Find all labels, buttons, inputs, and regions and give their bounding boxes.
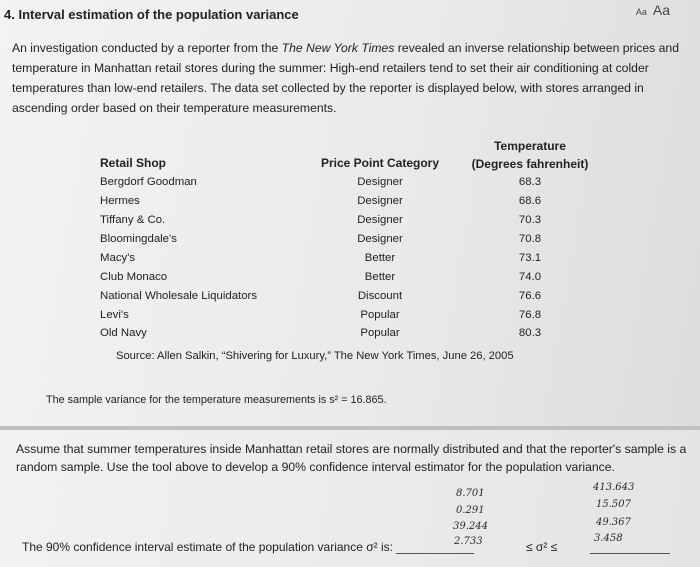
price-category: Discount — [357, 289, 403, 302]
temperature-header-line1: Temperature — [494, 139, 566, 153]
handwritten-note: 39.244 — [453, 521, 488, 532]
price-category: Popular — [360, 327, 400, 340]
table-header-row — [100, 136, 610, 173]
table-row — [100, 192, 610, 211]
header-temperature — [450, 136, 610, 173]
source-citation: Source: Allen Salkin, “Shivering for Luxury,” The New York Times, June 26, 2005 — [116, 350, 514, 362]
shop-name: Club Monaco — [100, 270, 168, 283]
table-row — [100, 230, 610, 249]
intro-text-end: revealed an inverse relationship between prices and temperature in Manhattan retail stores during the summer: High-end retailers tend to set their air conditioning at colder temperatures than low-end retailers. The data set collected by the reporter is displayed below, with stores arranged in ascending order based on their temperature measurements. — [12, 41, 679, 115]
price-category: Better — [364, 251, 396, 264]
header-price-category: Price Point Category — [320, 156, 440, 171]
intro-paragraph — [12, 38, 684, 118]
price-category: Designer — [357, 176, 403, 189]
table-row — [100, 248, 610, 267]
shop-name: Hermes — [100, 195, 140, 208]
table-row — [100, 211, 610, 230]
shop-name: Bergdorf Goodman — [100, 176, 197, 189]
handwritten-note: 0.291 — [456, 505, 485, 516]
answer-prefix: The 90% confidence interval estimate of the population variance σ² is: — [22, 540, 393, 554]
temperature-value: 70.3 — [518, 214, 542, 227]
intro-text-start: An investigation conducted by a reporter from the — [12, 41, 282, 55]
lower-bound-input[interactable] — [396, 553, 474, 554]
handwritten-note: 49.367 — [596, 517, 631, 528]
temperature-value: 76.8 — [518, 308, 542, 321]
shop-name: National Wholesale Liquidators — [100, 289, 258, 302]
temperature-value: 68.6 — [518, 195, 542, 208]
temperature-value: 70.8 — [518, 233, 542, 245]
price-category: Better — [364, 270, 396, 283]
text-size-large-button[interactable]: Aa — [652, 2, 670, 18]
temperature-value: 80.3 — [518, 327, 542, 340]
sample-variance-statement: The sample variance for the temperature measurements is s² = 16.865. — [46, 394, 387, 406]
table-row — [100, 267, 610, 286]
handwritten-note: 2.733 — [454, 536, 483, 547]
inequality-symbols: ≤ σ² ≤ — [526, 540, 558, 554]
shop-name: Bloomingdale's — [100, 233, 177, 245]
answer-line — [22, 540, 474, 554]
text-size-controls[interactable] — [636, 2, 670, 18]
table-row — [100, 305, 610, 324]
text-size-small-button[interactable]: Aa — [635, 7, 647, 17]
problem-title: 4. Interval estimation of the population variance — [4, 7, 299, 22]
handwritten-note: 413.643 — [593, 482, 635, 493]
handwritten-note: 15.507 — [596, 499, 631, 510]
table-row — [100, 173, 610, 192]
temperature-value: 76.6 — [518, 289, 542, 302]
table-row — [100, 286, 610, 305]
temperature-value: 68.3 — [518, 176, 542, 189]
temperature-value: 74.0 — [518, 270, 542, 283]
handwritten-note: 8.701 — [456, 488, 485, 499]
price-category: Designer — [357, 233, 403, 245]
shop-name: Levi's — [100, 308, 129, 321]
table-row — [100, 324, 610, 343]
price-category: Designer — [357, 214, 403, 227]
price-category: Designer — [357, 195, 403, 208]
question-text: Assume that summer temperatures inside Manhattan retail stores are normally distributed and that the reporter's sample is a random sample. Use the tool above to develop a 90% confidence interval estimator for the population variance. — [16, 442, 687, 474]
temperature-header-line2: (Degrees fahrenheit) — [471, 157, 589, 171]
temperature-value: 73.1 — [518, 251, 542, 264]
publication-name: The New York Times — [281, 41, 395, 55]
header-retail-shop: Retail Shop — [100, 156, 167, 171]
shop-name: Tiffany & Co. — [100, 214, 166, 227]
data-table — [100, 136, 610, 343]
handwritten-note: 3.458 — [594, 533, 623, 544]
upper-bound-input[interactable] — [590, 553, 670, 554]
shop-name: Old Navy — [100, 327, 147, 340]
price-category: Popular — [360, 308, 400, 321]
shop-name: Macy's — [100, 251, 136, 264]
